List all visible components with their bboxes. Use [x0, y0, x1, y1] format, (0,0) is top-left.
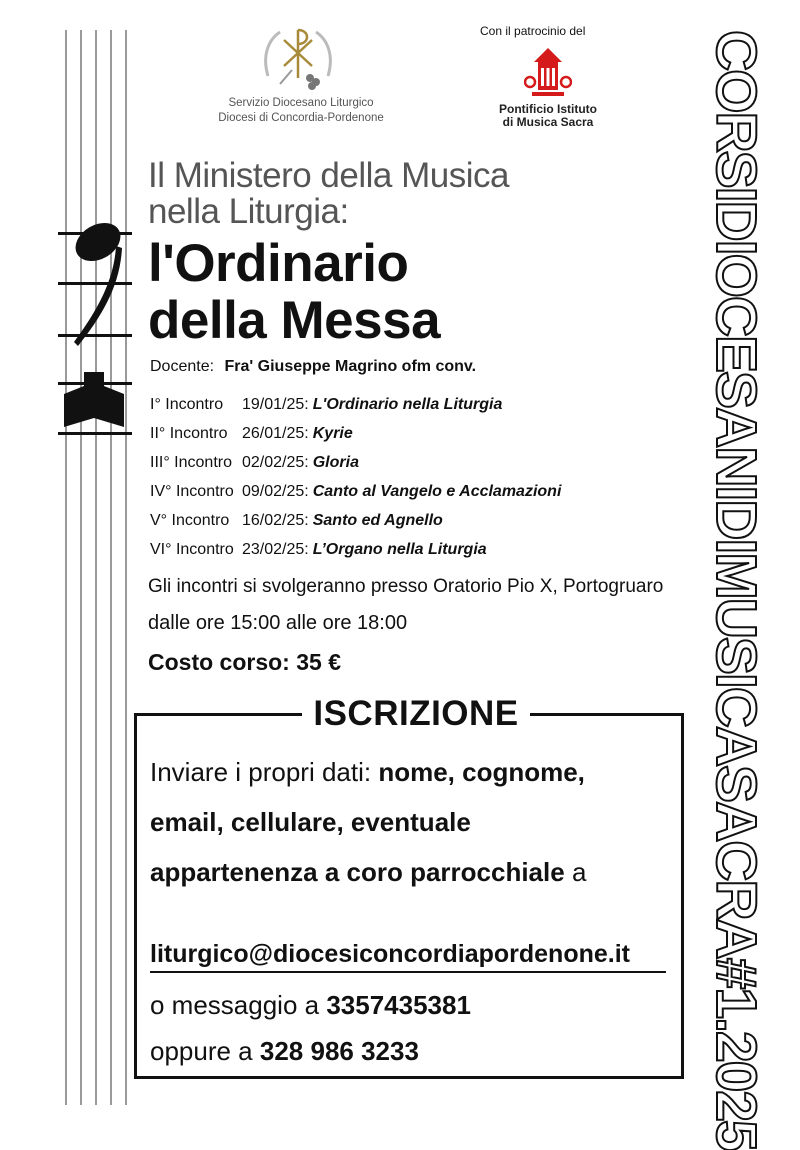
alt-label: oppure a [150, 1036, 260, 1066]
staff-line [125, 30, 127, 1105]
session-label: VI° Incontro [150, 541, 234, 558]
side-banner-text: CORSIDIOCESANIDIMUSICASACRA#1.2025 [704, 30, 768, 1150]
staff-line [95, 30, 97, 1105]
session-row [150, 396, 502, 414]
title-line: l'Ordinario [148, 234, 409, 293]
diocese-caption [198, 96, 404, 126]
session-label: IV° Incontro [150, 483, 234, 500]
message-label: o messaggio a [150, 990, 327, 1020]
pims-name-line: di Musica Sacra [502, 115, 594, 129]
session-topic: L'Ordinario nella Liturgia [312, 396, 503, 413]
session-topic: Kyrie [312, 425, 353, 442]
session-row [150, 483, 561, 501]
session-row [150, 454, 359, 472]
message-line [150, 983, 675, 1027]
contact-lines [150, 983, 675, 1073]
session-row [150, 541, 487, 559]
session-date: 26/01/25: [242, 425, 309, 442]
pims-name-line: Pontificio Istituto [499, 102, 597, 116]
docente [150, 358, 476, 376]
registration-title: ISCRIZIONE [302, 692, 530, 736]
course-subtitle [148, 158, 509, 230]
staff-line [65, 30, 67, 1105]
session-topic: Gloria [312, 454, 359, 471]
session-label: II° Incontro [150, 425, 228, 442]
registration-plain: a [564, 857, 587, 887]
staff-line [80, 30, 82, 1105]
registration-plain: Inviare i propri dati: [150, 757, 379, 787]
chi-rho-logo-icon [258, 26, 338, 92]
session-date: 23/02/25: [242, 541, 309, 558]
music-note-icon [56, 222, 136, 442]
email-link[interactable]: liturgico@diocesiconcordiapordenone.it [150, 940, 666, 973]
session-topic: Santo ed Agnello [312, 512, 443, 529]
patron-label: Con il patrocinio del [480, 24, 586, 38]
registration-bold: nome, cognome, [378, 757, 585, 787]
registration-bold: appartenenza a coro parrocchiale [150, 857, 565, 887]
course-cost: Costo corso: 35 € [148, 649, 341, 675]
diocese-caption-line: Servizio Diocesano Liturgico [228, 97, 374, 109]
session-label: III° Incontro [150, 454, 232, 471]
docente-label: Docente: [150, 358, 215, 375]
session-row [150, 512, 443, 530]
session-topic: Canto al Vangelo e Acclamazioni [312, 483, 562, 500]
alt-number[interactable]: 328 986 3233 [259, 1036, 419, 1066]
registration-line [150, 750, 675, 794]
subtitle-line: Il Ministero della Musica [148, 156, 509, 195]
pims-name [478, 103, 618, 129]
session-date: 02/02/25: [242, 454, 309, 471]
session-row [150, 425, 353, 443]
session-topic: L’Organo nella Liturgia [312, 541, 487, 558]
location-text: Gli incontri si svolgeranno presso Oratorio Pio X, Portogruaro [148, 576, 664, 597]
course-title [148, 235, 440, 349]
session-date: 09/02/25: [242, 483, 309, 500]
session-date: 19/01/25: [242, 396, 309, 413]
docente-name: Fra' Giuseppe Magrino ofm conv. [224, 358, 477, 375]
session-label: V° Incontro [150, 512, 230, 529]
pims-logo-icon [524, 46, 572, 98]
session-label: I° Incontro [150, 396, 224, 413]
message-number[interactable]: 3357435381 [326, 990, 471, 1020]
registration-bold: email, cellulare, eventuale [150, 807, 471, 837]
alt-line [150, 1029, 675, 1073]
session-date: 16/02/25: [242, 512, 309, 529]
registration-line [150, 850, 675, 894]
subtitle-line: nella Liturgia: [148, 192, 349, 231]
course-info [148, 572, 678, 638]
registration-line [150, 800, 675, 844]
side-banner [704, 30, 768, 1150]
hours-text: dalle ore 15:00 alle ore 18:00 [148, 612, 408, 634]
staff-line [110, 30, 112, 1105]
title-line: della Messa [148, 291, 441, 350]
diocese-caption-line: Diocesi di Concordia-Pordenone [218, 112, 384, 124]
registration-instructions [150, 750, 675, 894]
